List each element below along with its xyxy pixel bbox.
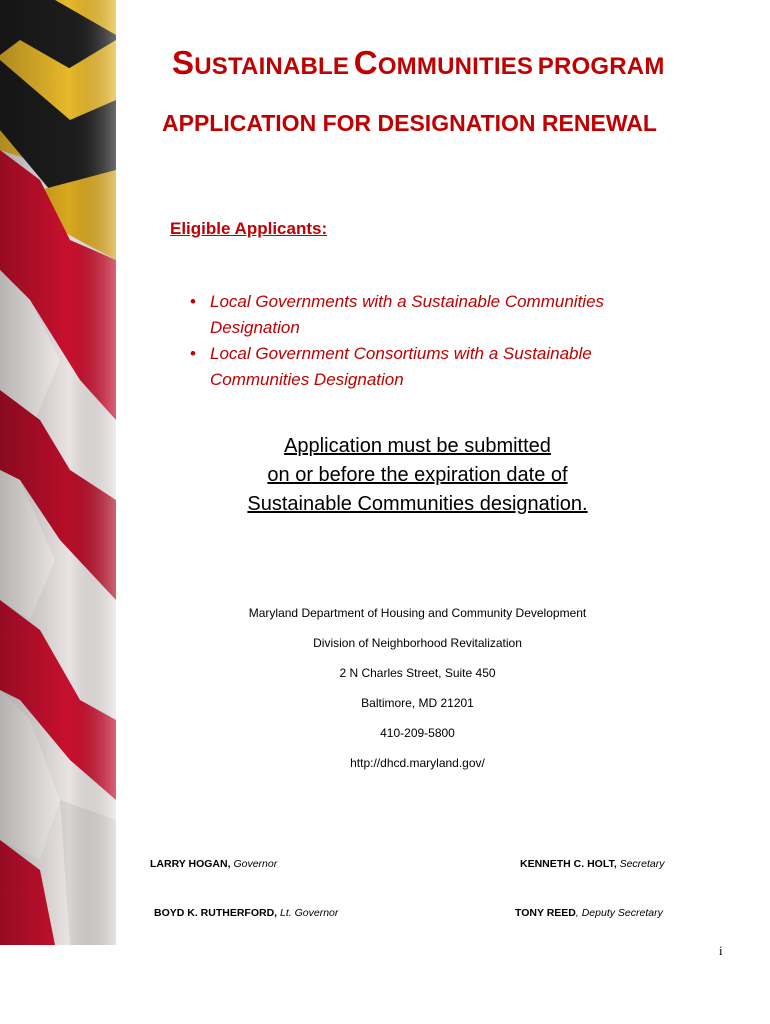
list-item-line: Local Government Consortiums with a Sustainable [210,344,592,363]
deadline-line-1: Application must be submitted [284,435,551,457]
street-address: 2 N Charles Street, Suite 450 [339,666,496,680]
eligible-applicants-heading: Eligible Applicants: [170,219,328,238]
phone-number: 410-209-5800 [380,726,455,740]
governor-title: Governor [233,858,278,870]
city-address: Baltimore, MD 21201 [361,696,474,710]
contact-block [160,603,675,783]
title-word-program: PROGRAM [537,53,665,80]
secretary-name: KENNETH C. HOLT, [520,858,617,870]
lt-governor-name: BOYD K. RUTHERFORD, [154,907,278,919]
lt-governor-title: Lt. Governor [280,907,339,919]
bullet-icon: • [190,292,196,311]
flag-graphic [0,0,116,945]
list-item-line: Designation [210,318,300,337]
website-link[interactable]: http://dhcd.maryland.gov/ [350,756,485,770]
title-word-communities: OMMUNITIES [377,53,534,80]
deputy-name: TONY REED [515,907,576,919]
bullet-icon: • [190,344,196,363]
list-item [190,341,660,393]
program-title [172,44,665,82]
eligible-applicants-list [190,289,660,393]
governor-name: LARRY HOGAN, [150,858,231,870]
official-deputy-secretary [515,907,663,919]
title-word-sustainable: USTAINABLE [194,53,350,80]
deadline-line-2: on or before the expiration date of [267,464,568,486]
secretary-title: Secretary [619,858,665,870]
title-initial-c: C [353,44,378,81]
deputy-title: , Deputy Secretary [575,907,663,919]
official-secretary [520,858,665,870]
submission-deadline-notice [160,432,675,519]
page-subtitle: APPLICATION FOR DESIGNATION RENEWAL [162,110,657,136]
list-item [190,289,660,341]
list-item-line: Local Governments with a Sustainable Communities [210,292,605,311]
list-item-line: Communities Designation [210,370,404,389]
division-name: Division of Neighborhood Revitalization [313,636,522,650]
deadline-line-3: Sustainable Communities designation. [247,493,588,515]
org-name: Maryland Department of Housing and Community Development [248,606,587,620]
page-number: i [719,943,723,958]
official-lt-governor [154,907,338,919]
official-governor [150,858,277,870]
maryland-flag-image [0,0,116,945]
title-initial-s: S [172,44,195,81]
